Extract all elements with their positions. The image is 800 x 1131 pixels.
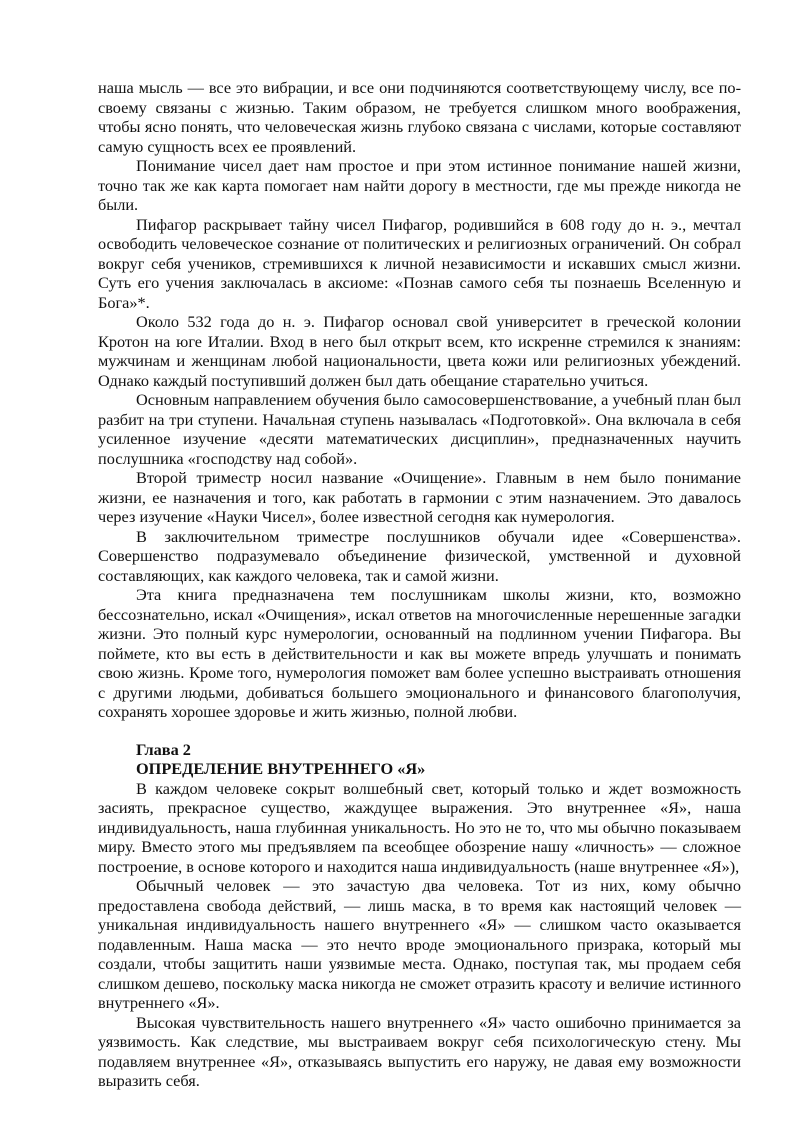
paragraph-8: Эта книга предназначена тем послушникам школы жизни, кто, возможно бессознательно, искал «Очищения», искал ответов на многочисленные нерешенные загадки жизни. Это полный курс нумерологии, основанный на подлинном учении Пифагора. Вы поймете, кто вы есть в действительности и как вы можете впредь улучшать и понимать свою жизнь. Кроме того, нумерология поможет вам более успешно выстраивать отношения с другими людьми, добиваться большего эмоционального и финансового благополучия, сохранять хорошее здоровье и жить жизнью, полной любви. — [98, 585, 741, 721]
chapter-label: Глава 2 — [136, 739, 191, 759]
paragraph-5: Основным направлением обучения было самосовершенствование, а учебный план был разбит на три ступени. Начальная ступень называлась «Подготовкой». Она включала в себя усиленное изучение «десяти математических дисциплин», предназначенных научить послушника «господству над собой». — [98, 390, 741, 468]
paragraph-11: Высокая чувствительность нашего внутреннего «Я» часто ошибочно принимается за уязвимость. Как следствие, мы выстраиваем вокруг себя психологическую стену. Мы подавляем внутреннее «Я», отказываясь выпустить его наружу, не давая ему возможности выразить себя. — [98, 1012, 741, 1090]
chapter-heading — [98, 740, 741, 779]
paragraph-10: Обычный человек — это зачастую два человека. Тот из них, кому обычно предоставлена свобода действий, — лишь маска, в то время как настоящий человек — уникальная индивидуальность нашего внутреннего «Я» — слишком часто оказывается подавленным. Наша маска — это нечто вроде эмоционального призрака, который мы создали, чтобы защитить наши уязвимые места. Однако, поступая так, мы продаем себя слишком дешево, поскольку маска никогда не сможет отразить красоту и величие истинного внутреннего «Я». — [98, 876, 741, 1012]
paragraph-1: наша мысль — все это вибрации, и все они подчиняются соответствующему числу, все по-своему связаны с жизнью. Таким образом, не требуется слишком много воображения, чтобы ясно понять, что человеческая жизнь глубоко связана с числами, которые составляют самую сущность всех ее проявлений. — [98, 78, 741, 156]
chapter-title: ОПРЕДЕЛЕНИЕ ВНУТРЕННЕГО «Я» — [136, 759, 426, 778]
document-page — [98, 78, 741, 1091]
paragraph-7: В заключительном триместре послушников обучали идее «Совершенства». Совершенство подразумевало объединение физической, умственной и духовной составляющих, как каждого человека, так и самой жизни. — [98, 526, 741, 585]
paragraph-3: Пифагор раскрывает тайну чисел Пифагор, родившийся в 608 году до н. э., мечтал освободить человеческое сознание от политических и религиозных ограничений. Он собрал вокруг себя учеников, стремившихся к личной независимости и искавших смысл жизни. Суть его учения заключалась в аксиоме: «Познав самого себя ты познаешь Вселенную и Бога»*. — [98, 214, 741, 312]
paragraph-4: Около 532 года до н. э. Пифагор основал свой университет в греческой колонии Кротон на юге Италии. Вход в него был открыт всем, кто искренне стремился к знаниям: мужчинам и женщинам любой национальности, цвета кожи или религиозных убеждений. Однако каждый поступивший должен был дать обещание старательно учиться. — [98, 312, 741, 390]
paragraph-2: Понимание чисел дает нам простое и при этом истинное понимание нашей жизни, точно так же как карта помогает нам найти дорогу в местности, где мы прежде никогда не были. — [98, 156, 741, 214]
paragraph-6: Второй триместр носил название «Очищение». Главным в нем было понимание жизни, ее назначения и того, как работать в гармонии с этим назначением. Это давалось через изучение «Науки Чисел», более известной сегодня как нумерология. — [98, 468, 741, 526]
paragraph-9: В каждом человеке сокрыт волшебный свет, который только и ждет возможность засиять, прекрасное существо, жаждущее выражения. Это внутреннее «Я», наша индивидуальность, наша глубинная уникальность. Но это не то, что мы обычно показываем миру. Вместо этого мы предъявляем па всеобщее обозрение нашу «личность» — сложное построение, в основе которого и находится наша индивидуальность (наше внутреннее «Я»), — [98, 778, 741, 876]
